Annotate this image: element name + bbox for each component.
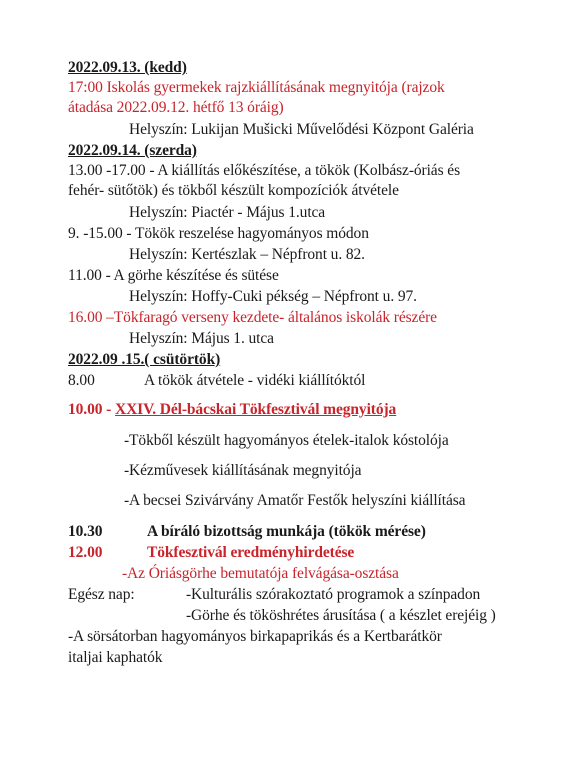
day3-jury-time: 10.30 [68, 523, 103, 540]
day3-item3: -A becsei Szivárvány Amatőr Festők helyszíni kiállítása [124, 492, 466, 509]
day3-final-line2: italjai kaphatók [68, 649, 163, 666]
day3-jury-text: A bíráló bizottság munkája (tökök mérése) [147, 523, 426, 540]
day3-allday-item2: -Görhe és tököshrétes árusítása ( a készlet erejéig ) [186, 607, 496, 624]
day2-date: 2022.09.14. (szerda) [68, 142, 197, 159]
day3-date: 2022.09 .15.( csütörtök) [68, 351, 221, 368]
day2-event1-line1: 13.00 -17.00 - A kiállítás előkészítése, a tökök (Kolbász-óriás és [68, 162, 461, 179]
day3-allday-item1: -Kulturális szórakoztató programok a színpadon [186, 586, 481, 603]
day2-event2: 9. -15.00 - Tökök reszelése hagyományos módon [68, 225, 369, 242]
day3-results-sub: -Az Óriásgörhe bemutatója felvágása-osztása [122, 565, 399, 582]
day2-event4: 16.00 –Tökfaragó verseny kezdete- általános iskolák részére [68, 309, 437, 326]
day1-event1-location: Helyszín: Lukijan Mušicki Művelődési Központ Galéria [129, 121, 474, 138]
day3-opening-time: 10.00 - [68, 401, 115, 418]
day3-results-text: Tökfesztivál eredményhirdetése [147, 544, 355, 561]
day1-event1-line2: átadása 2022.09.12. hétfő 13 óráig) [68, 99, 284, 116]
day3-allday-label: Egész nap: [68, 586, 135, 603]
day2-event1-location: Helyszín: Piactér - Május 1.utca [129, 204, 326, 221]
day2-event4-location: Helyszín: Május 1. utca [129, 330, 274, 347]
day2-event1-line2: fehér- sütőtök) és tökből készült kompozíciók átvétele [68, 182, 399, 199]
day1-event1-line1: 17:00 Iskolás gyermekek rajzkiállításának megnyitója (rajzok [68, 79, 445, 96]
day3-item1: -Tökből készült hagyományos ételek-italok kóstolója [124, 432, 449, 449]
day3-event1-time: 8.00 [68, 372, 95, 389]
day3-final-line1: -A sörsátorban hagyományos birkapaprikás és a Kertbarátkör [68, 628, 442, 645]
day3-event1-text: A tökök átvétele - vidéki kiállítóktól [144, 372, 366, 389]
day1-date: 2022.09.13. (kedd) [68, 59, 187, 76]
day3-opening-text: XXIV. Dél-bácskai Tökfesztivál megnyitója [115, 401, 397, 418]
day3-opening [68, 400, 396, 420]
day2-event2-location: Helyszín: Kertészlak – Népfront u. 82. [129, 246, 365, 263]
day2-event3: 11.00 - A görhe készítése és sütése [68, 267, 279, 284]
day3-item2: -Kézművesek kiállításának megnyitója [124, 462, 362, 479]
day3-results-time: 12.00 [68, 544, 103, 561]
day2-event3-location: Helyszín: Hoffy-Cuki pékség – Népfront u. 97. [129, 288, 417, 305]
